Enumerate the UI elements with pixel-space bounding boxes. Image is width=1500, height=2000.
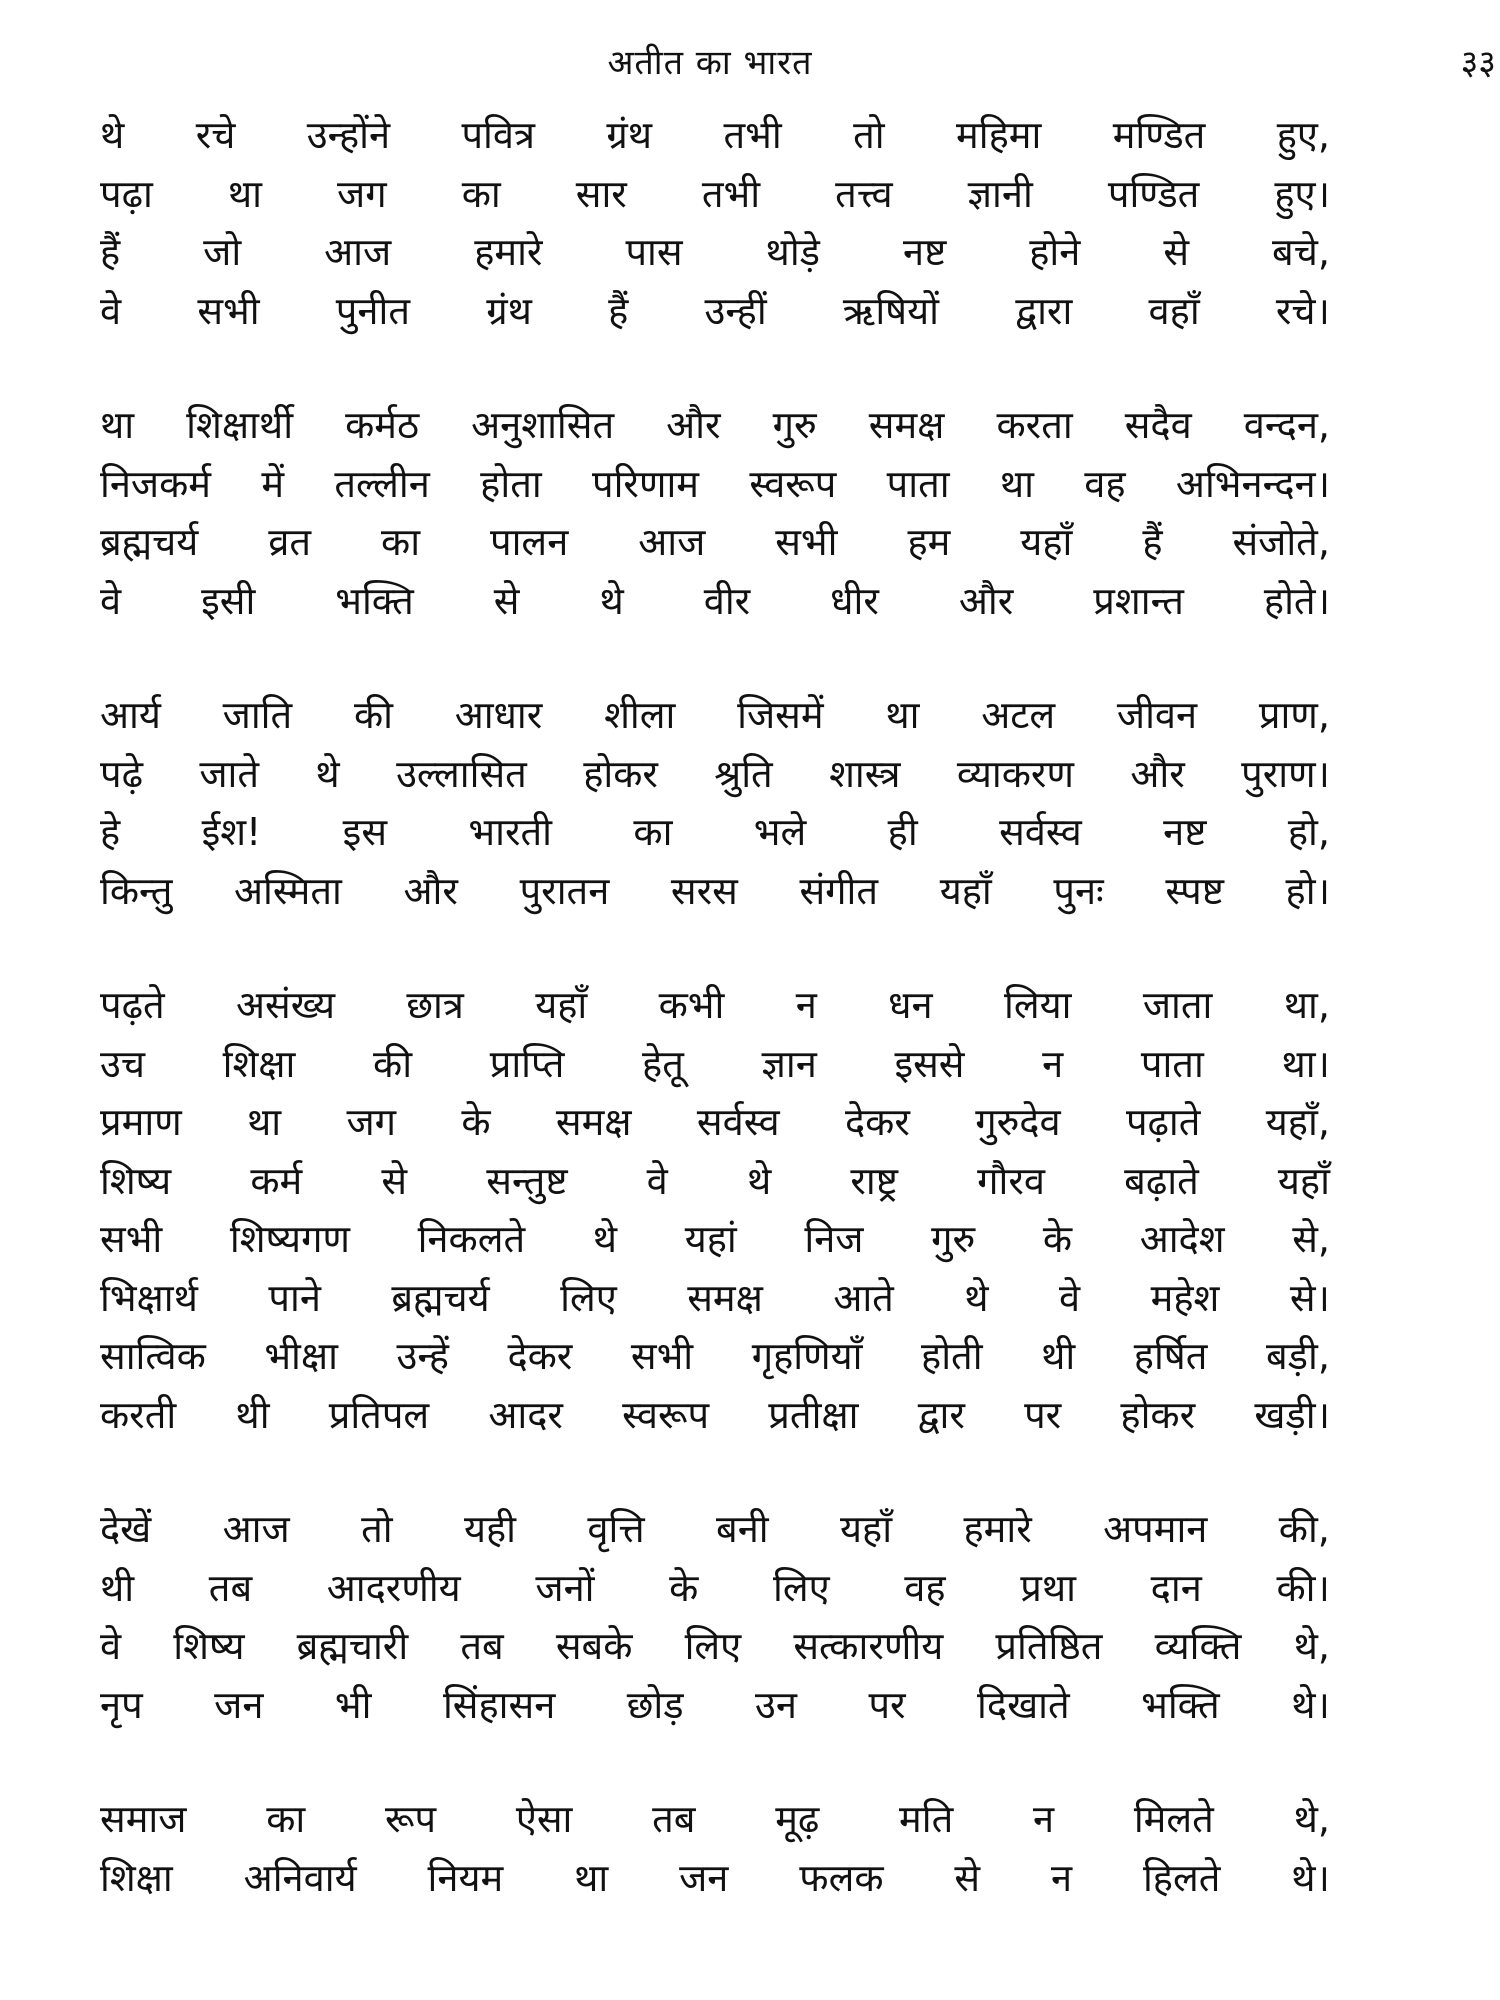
verse-word: मण्डित [1112, 113, 1206, 157]
verse-word: कर्मठ [345, 403, 420, 447]
verse-word: के [1042, 1217, 1073, 1261]
verse-line [100, 862, 1330, 921]
verse-word: ब्रह्मचारी [296, 1624, 409, 1668]
verse-word: नष्ट [902, 230, 947, 274]
verse-word: उन [755, 1682, 797, 1727]
verse-word: करता [996, 403, 1073, 447]
verse-word: वह [1084, 461, 1126, 506]
verse-word: था, [1283, 983, 1330, 1027]
verse-line [100, 1676, 1330, 1735]
verse-word: निजकर्म [100, 461, 212, 506]
verse-word: आज [324, 230, 392, 274]
verse-word: दिखाते [977, 1682, 1070, 1727]
verse-word: आर्य [100, 693, 161, 737]
verse-line [100, 1269, 1330, 1328]
verse-word: द्वार [917, 1392, 965, 1437]
verse-word: प्राप्ति [489, 1041, 565, 1086]
verse-word: उन्हीं [704, 288, 767, 333]
verse-word: वह [904, 1565, 946, 1610]
verse-word: था [227, 171, 262, 216]
verse-line [100, 455, 1330, 514]
verse-word: समाज [100, 1797, 187, 1841]
verse-word: न [1042, 1041, 1064, 1086]
verse-word: शिक्षा [222, 1041, 296, 1086]
verse-word: स्वरूप [749, 461, 837, 506]
verse-word: शीला [604, 693, 676, 737]
verse-word: भिक्षार्थ [100, 1275, 198, 1320]
verse-word: यहाँ [1020, 520, 1073, 564]
verse-word: कर्म [250, 1158, 303, 1203]
verse-word: लिए [684, 1624, 742, 1668]
verse-word: यहाँ [1277, 1158, 1330, 1203]
verse-word: भक्ति [335, 578, 414, 623]
verse-word: गृहणियाँ [751, 1334, 863, 1378]
verse-word: देखें [100, 1507, 152, 1551]
verse-word: हमारे [963, 1507, 1032, 1551]
verse-line [100, 223, 1330, 282]
verse-word: होने [1029, 230, 1081, 274]
verse-word: प्रतीक्षा [768, 1392, 859, 1437]
verse-word: द्वारा [1015, 288, 1073, 333]
verse-word: नष्ट [1163, 810, 1207, 854]
verse-word: महेश [1150, 1275, 1220, 1320]
verse-line [100, 1790, 1330, 1849]
verse-word: समक्ष [555, 1100, 632, 1144]
verse-word: प्रशान्त [1093, 578, 1184, 623]
verse-word: सन्तुष्ट [486, 1158, 568, 1203]
running-title: अतीत का भारत [607, 43, 813, 83]
verse-word: फलक [799, 1855, 884, 1900]
stanza-3 [100, 686, 1330, 920]
verse-word: यहाँ [939, 868, 992, 913]
verse-word: जग [337, 171, 387, 216]
verse-word: होकर [583, 751, 658, 796]
verse-word: वृत्ति [587, 1507, 645, 1551]
verse-word: पर [868, 1682, 906, 1727]
verse-word: पुरातन [519, 868, 610, 913]
verse-word: पुराण। [1241, 751, 1330, 796]
verse-line [100, 745, 1330, 804]
verse-word: गुरुदेव [975, 1100, 1061, 1144]
verse-word: तभी [723, 113, 782, 157]
verse-word: का [266, 1797, 306, 1841]
verse-word: जो [203, 230, 242, 274]
verse-word: सिंहासन [442, 1682, 556, 1727]
verse-word: थे [746, 1158, 772, 1203]
verse-word: आदेश [1139, 1217, 1225, 1261]
verse-word: सार [575, 171, 627, 216]
verse-word: ऐसा [515, 1797, 573, 1841]
verse-word: हुए। [1274, 171, 1330, 216]
verse-word: की, [1278, 1507, 1330, 1551]
verse-word: हुए, [1276, 113, 1330, 157]
verse-word: पास [625, 230, 683, 274]
verse-word: ब्रह्मचर्य [391, 1275, 490, 1320]
verse-word: इससे [894, 1041, 965, 1086]
verse-word: था [999, 461, 1034, 506]
verse-line [100, 1093, 1330, 1152]
verse-word: थे, [1293, 1797, 1330, 1841]
verse-word: देकर [507, 1334, 573, 1378]
verse-word: यहां [684, 1217, 737, 1261]
verse-word: वे [100, 288, 122, 333]
verse-word: अटल [981, 693, 1056, 737]
verse-word: में [261, 461, 285, 506]
verse-word: तब [652, 1797, 696, 1841]
verse-word: वीर [703, 578, 751, 623]
verse-word: आज [638, 520, 706, 564]
verse-word: वे [1059, 1275, 1081, 1320]
verse-word: प्राण, [1258, 693, 1330, 737]
verse-word: पुनः [1053, 868, 1104, 913]
verse-word: पालन [490, 520, 569, 564]
verse-word: भले [753, 810, 807, 854]
verse-word: सभी [775, 520, 838, 564]
verse-word: छोड़ [626, 1682, 684, 1727]
verse-word: अस्मिता [234, 868, 342, 913]
verse-word: का [633, 810, 673, 854]
verse-word: उच [100, 1041, 145, 1086]
verse-word: धन [888, 983, 933, 1027]
verse-word: तभी [701, 171, 761, 216]
verse-word: लिए [773, 1565, 830, 1610]
verse-word: थी [235, 1392, 270, 1437]
verse-word: व्रत [268, 520, 312, 564]
verse-word: तो [853, 113, 885, 157]
verse-line [100, 1500, 1330, 1559]
verse-word: जीवन [1116, 693, 1198, 737]
verse-word: आते [833, 1275, 894, 1320]
verse-word: करती [100, 1392, 177, 1437]
verse-word: मूढ़ [775, 1797, 820, 1841]
verse-word: बढ़ाते [1124, 1158, 1199, 1203]
verse-word: ग्रंथ [486, 288, 532, 333]
verse-word: थी [1041, 1334, 1076, 1378]
verse-line [100, 686, 1330, 745]
verse-word: महिमा [956, 113, 1042, 157]
verse-word: होती [921, 1334, 983, 1378]
verse-word: हिलते [1142, 1855, 1221, 1900]
verse-word: सर्वस्व [999, 810, 1082, 854]
verse-word: सात्विक [100, 1334, 206, 1378]
verse-word: सदैव [1124, 403, 1192, 447]
verse-word: वे [100, 1624, 122, 1668]
verse-word: असंख्य [236, 983, 335, 1027]
verse-word: प्रथा [1020, 1565, 1077, 1610]
verse-word: नृप [100, 1682, 143, 1727]
verse-line [100, 396, 1330, 455]
verse-word: आदर [488, 1392, 563, 1437]
verse-line [100, 1386, 1330, 1445]
verse-word: की [353, 693, 393, 737]
verse-word: वे [100, 578, 122, 623]
verse-line [100, 1035, 1330, 1094]
verse-word: का [381, 520, 421, 564]
verse-word: पाता [1140, 1041, 1204, 1086]
verse-word: ऋषियों [842, 288, 940, 333]
verse-word: आधार [454, 693, 543, 737]
verse-word: और [403, 868, 458, 913]
verse-word: लिए [560, 1275, 617, 1320]
verse-word: पढ़े [100, 751, 143, 796]
verse-word: थे [599, 578, 624, 623]
page-header [0, 38, 1500, 88]
verse-word: ईश! [201, 810, 262, 854]
verse-word: से [381, 1158, 408, 1203]
verse-word: भीक्षा [264, 1334, 338, 1378]
verse-word: से। [1289, 1275, 1330, 1320]
verse-word: न [795, 983, 817, 1027]
verse-word: था [885, 693, 920, 737]
verse-word: होते। [1263, 578, 1330, 623]
verse-word: भारती [468, 810, 553, 854]
verse-word: सर्वस्व [696, 1100, 780, 1144]
verse-word: प्रतिपल [328, 1392, 430, 1437]
verse-word: के [669, 1565, 699, 1610]
verse-word: पुनीत [335, 288, 410, 333]
verse-word: की। [1276, 1565, 1330, 1610]
verse-line [100, 803, 1330, 862]
verse-word: से, [1292, 1217, 1330, 1261]
verse-word: हो, [1287, 810, 1330, 854]
verse-word: नियम [427, 1855, 504, 1900]
verse-word: किन्तु [100, 868, 173, 913]
verse-word: तो [361, 1507, 393, 1551]
verse-word: की [373, 1041, 413, 1086]
verse-word: के [461, 1100, 491, 1144]
verse-word: कभी [658, 983, 725, 1027]
verse-word: पाता [886, 461, 950, 506]
verse-word: थे [964, 1275, 989, 1320]
verse-word: मिलते [1133, 1797, 1214, 1841]
verse-word: शिष्य [100, 1158, 172, 1203]
verse-word: भी [334, 1682, 372, 1727]
verse-word: सभी [630, 1334, 694, 1378]
verse-word: आदरणीय [326, 1565, 461, 1610]
verse-word: हैं [1142, 520, 1163, 564]
verse-word: शिष्य [173, 1624, 245, 1668]
verse-word: पढ़ा [100, 171, 153, 216]
verse-word: गुरु [772, 403, 817, 447]
verse-line [100, 1152, 1330, 1211]
verse-word: रचे। [1275, 288, 1330, 333]
verse-word: धीर [830, 578, 879, 623]
stanza-1 [100, 106, 1330, 340]
verse-word: था [574, 1855, 609, 1900]
verse-word: होता [480, 461, 542, 506]
verse-line [100, 513, 1330, 572]
verse-word: बनी [716, 1507, 769, 1551]
verse-word: सत्कारणीय [793, 1624, 944, 1668]
verse-word: थे [315, 751, 340, 796]
verse-line [100, 1559, 1330, 1618]
verse-word: सबके [555, 1624, 633, 1668]
verse-word: ज्ञान [761, 1041, 817, 1086]
verse-word: जाति [222, 693, 293, 737]
verse-line [100, 572, 1330, 631]
verse-word: का [461, 171, 501, 216]
verse-word: शिक्षा [100, 1855, 173, 1900]
verse-word: तत्त्व [835, 171, 893, 216]
verse-word: पाने [268, 1275, 321, 1320]
verse-word: निकलते [417, 1217, 526, 1261]
verse-word: ग्रंथ [606, 113, 653, 157]
verse-word: प्रमाण [100, 1100, 182, 1144]
stanza-5 [100, 1500, 1330, 1734]
verse-word: अभिनन्दन। [1175, 461, 1330, 506]
verse-word: से [954, 1855, 981, 1900]
verse-word: संगीत [799, 868, 879, 913]
verse-word: व्यक्ति [1154, 1624, 1242, 1668]
verse-word: श्रुति [714, 751, 773, 796]
verse-word: थे, [1293, 1624, 1330, 1668]
verse-line [100, 1327, 1330, 1386]
verse-word: संजोते, [1232, 520, 1330, 564]
verse-word: थे [100, 113, 125, 157]
verse-word: पर [1024, 1392, 1062, 1437]
verse-word: जन [214, 1682, 264, 1727]
verse-word: छात्र [406, 983, 464, 1027]
verse-word: पवित्र [461, 113, 535, 157]
verse-word: राष्ट्र [850, 1158, 898, 1203]
verse-word: था। [1281, 1041, 1330, 1086]
verse-word: से [493, 578, 520, 623]
verse-line [100, 106, 1330, 165]
verse-word: ही [887, 810, 918, 854]
verse-word: सरस [670, 868, 738, 913]
verse-word: आज [222, 1507, 290, 1551]
verse-word: भक्ति [1141, 1682, 1220, 1727]
verse-word: पढ़ते [100, 983, 165, 1027]
verse-word: उल्लासित [396, 751, 527, 796]
verse-word: उन्होंने [306, 113, 391, 157]
verse-word: होकर [1120, 1392, 1196, 1437]
verse-line [100, 282, 1330, 341]
verse-word: मति [899, 1797, 954, 1841]
verse-line [100, 1849, 1330, 1908]
verse-word: बचे, [1272, 230, 1330, 274]
verse-word: गौरव [977, 1158, 1045, 1203]
verse-word: से [1163, 230, 1190, 274]
verse-word: अनिवार्य [243, 1855, 357, 1900]
verse-word: हो। [1285, 868, 1330, 913]
verse-word: शिक्षार्थी [186, 403, 294, 447]
verse-word: परिणाम [592, 461, 700, 506]
verse-word: थे। [1291, 1855, 1330, 1900]
verse-word: उन्हें [396, 1334, 449, 1378]
verse-word: थे। [1291, 1682, 1330, 1727]
verse-word: और [1130, 751, 1185, 796]
verse-word: यहाँ [840, 1507, 893, 1551]
verse-word: व्याकरण [956, 751, 1074, 796]
stanza-6 [100, 1790, 1330, 1907]
verse-word: पढ़ाते [1125, 1100, 1201, 1144]
verse-line [100, 1617, 1330, 1676]
verse-word: समक्ष [687, 1275, 763, 1320]
verse-word: थी [100, 1565, 135, 1610]
verse-word: गुरु [931, 1217, 976, 1261]
verse-word: वे [646, 1158, 668, 1203]
verse-word: देकर [844, 1100, 910, 1144]
verse-word: तब [460, 1624, 504, 1668]
verse-word: खड़ी। [1254, 1392, 1330, 1437]
verse-word: थोड़े [765, 230, 821, 274]
verse-word: पण्डित [1107, 171, 1200, 216]
verse-word: जाता [1142, 983, 1213, 1027]
verse-word: था [100, 403, 135, 447]
verse-word: था [247, 1100, 282, 1144]
verse-word: हे [100, 810, 121, 854]
verse-word: लिया [1004, 983, 1072, 1027]
verse-word: ज्ञानी [967, 171, 1033, 216]
verse-word: यहाँ, [1265, 1100, 1330, 1144]
verse-word: जनों [535, 1565, 595, 1610]
verse-word: यहाँ [535, 983, 588, 1027]
verse-word: रचे [195, 113, 236, 157]
verse-word: निज [804, 1217, 864, 1261]
verse-word: स्वरूप [622, 1392, 710, 1437]
verse-word: और [666, 403, 721, 447]
verse-word: अनुशासित [471, 403, 615, 447]
verse-line [100, 976, 1330, 1035]
verse-word: स्पष्ट [1165, 868, 1224, 913]
verse-word: यही [463, 1507, 517, 1551]
verse-word: अपमान [1103, 1507, 1208, 1551]
verse-word: ब्रह्मचर्य [100, 520, 199, 564]
verse-line [100, 165, 1330, 224]
verse-word: हेतू [642, 1041, 684, 1086]
verse-word: जिसमें [737, 693, 824, 737]
stanza-2 [100, 396, 1330, 630]
verse-word: इस [342, 810, 388, 854]
verse-word: वहाँ [1148, 288, 1200, 333]
verse-word: प्रतिष्ठित [995, 1624, 1103, 1668]
verse-word: हर्षित [1133, 1334, 1208, 1378]
verse-word: जग [346, 1100, 397, 1144]
verse-word: हमारे [474, 230, 543, 274]
verse-word: शिष्यगण [229, 1217, 350, 1261]
verse-word: सभी [100, 1217, 163, 1261]
verse-word: समक्ष [868, 403, 945, 447]
verse-word: हैं [100, 230, 121, 274]
verse-word: शास्त्र [829, 751, 901, 796]
verse-word: और [958, 578, 1014, 623]
verse-word: हैं [608, 288, 629, 333]
verse-word: सभी [197, 288, 260, 333]
verse-word: जाते [199, 751, 260, 796]
verse-word: बड़ी, [1265, 1334, 1330, 1378]
stanza-4 [100, 976, 1330, 1444]
verse-line [100, 1210, 1330, 1269]
verse-word: जन [679, 1855, 729, 1900]
verse-word: हम [907, 520, 951, 564]
verse-word: न [1033, 1797, 1055, 1841]
verse-word: रूप [384, 1797, 437, 1841]
verse-word: न [1050, 1855, 1073, 1900]
verse-word: वन्दन, [1243, 403, 1330, 447]
poem-body [100, 106, 1330, 1963]
verse-word: तल्लीन [334, 461, 430, 506]
verse-word: थे [592, 1217, 618, 1261]
verse-word: इसी [201, 578, 256, 623]
verse-word: दान [1150, 1565, 1202, 1610]
verse-word: तब [208, 1565, 253, 1610]
page-number: ३३ [1460, 43, 1496, 83]
